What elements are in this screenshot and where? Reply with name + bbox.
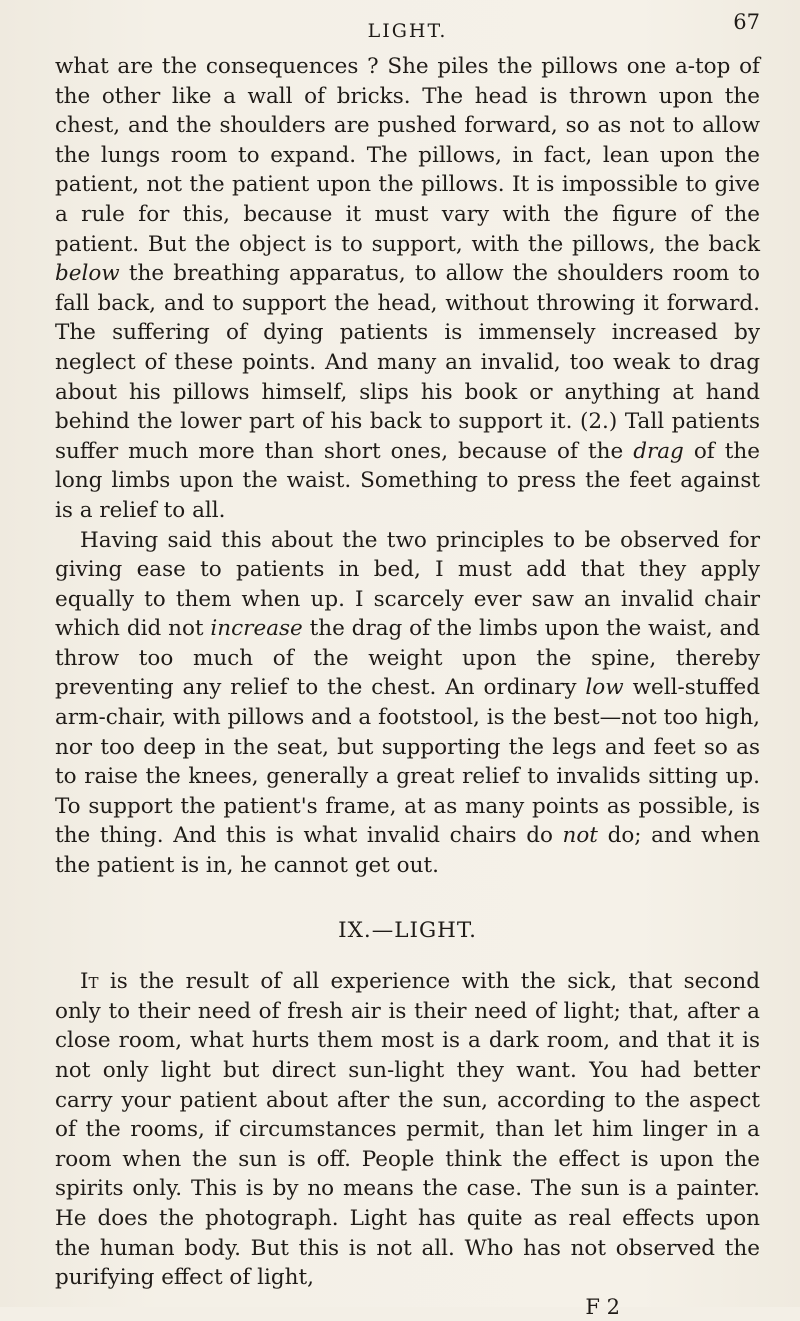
lead-word: It (80, 969, 99, 995)
paragraph-pillows: what are the consequences ? She piles the pillows one a-top of the other like a wall of bricks. The head is thrown upon the chest, and the shoulders are pushed forward, so as not to allow the lungs room to expand. The pillows, in fact, lean upon the patient, not the patient upon the pillows. It is impossible to give a rule for this, because it must vary with the figure of the patient. But the object is to support, with the pillows, the back below the breathing apparatus, to allow the shoulders room to fall back, and to support the head, without throwing it forward. The suffering of dying patients is immensely increased by neglect of these points. And many an invalid, too weak to drag about his pillows himself, slips his book or anything at hand behind the lower part of his back to support it. (2.) Tall patients suffer much more than short ones, because of the drag of the long limbs upon the waist. Something to press the feet against is a relief to all. (55, 54, 760, 523)
running-head (55, 0, 760, 52)
emphasis-low: low (585, 675, 624, 701)
signature-mark: F 2 (585, 1294, 620, 1319)
page-number: 67 (733, 10, 760, 34)
chapter-heading: IX.—LIGHT. (338, 917, 477, 943)
body-text (55, 52, 760, 1321)
running-title: LIGHT. (367, 20, 448, 42)
emphasis-not: not (562, 823, 598, 849)
emphasis-drag: drag (633, 438, 684, 464)
emphasis-increase: increase (210, 616, 303, 642)
paragraph-chairs: Having said this about the two principles to be observed for giving ease to patients in bed, I must add that they apply equally to them when up. I scarcely ever saw an invalid chair which did not increase the drag of the limbs upon the waist, and throw too much of the weight upon the spine, thereby preventing any relief to the chest. An ordinary low well-stuffed arm-chair, with pillows and a footstool, is the best—not too high, nor too deep in the seat, but supporting the legs and feet so as to raise the knees, generally a great relief to invalids sitting up. To support the patient's frame, at as many points as possible, is the thing. And this is what invalid chairs do not do; and when the patient is in, he cannot get out. (55, 527, 760, 879)
paragraph-light: It is the result of all experience with the sick, that second only to their need of fresh air is their need of light; that, after a close room, what hurts them most is a dark room, and that it is not only light but direct sun-light they want. You had better carry your patient about after the sun, according to the aspect of the rooms, if circumstances permit, than let him linger in a room when the sun is off. People think the effect is upon the spirits only. This is by no means the case. The sun is a painter. He does the photograph. Light has quite as real effects upon the human body. But this is not all. Who has not observed the purifying effect of light, (55, 969, 760, 1291)
emphasis-below: below (55, 261, 120, 287)
